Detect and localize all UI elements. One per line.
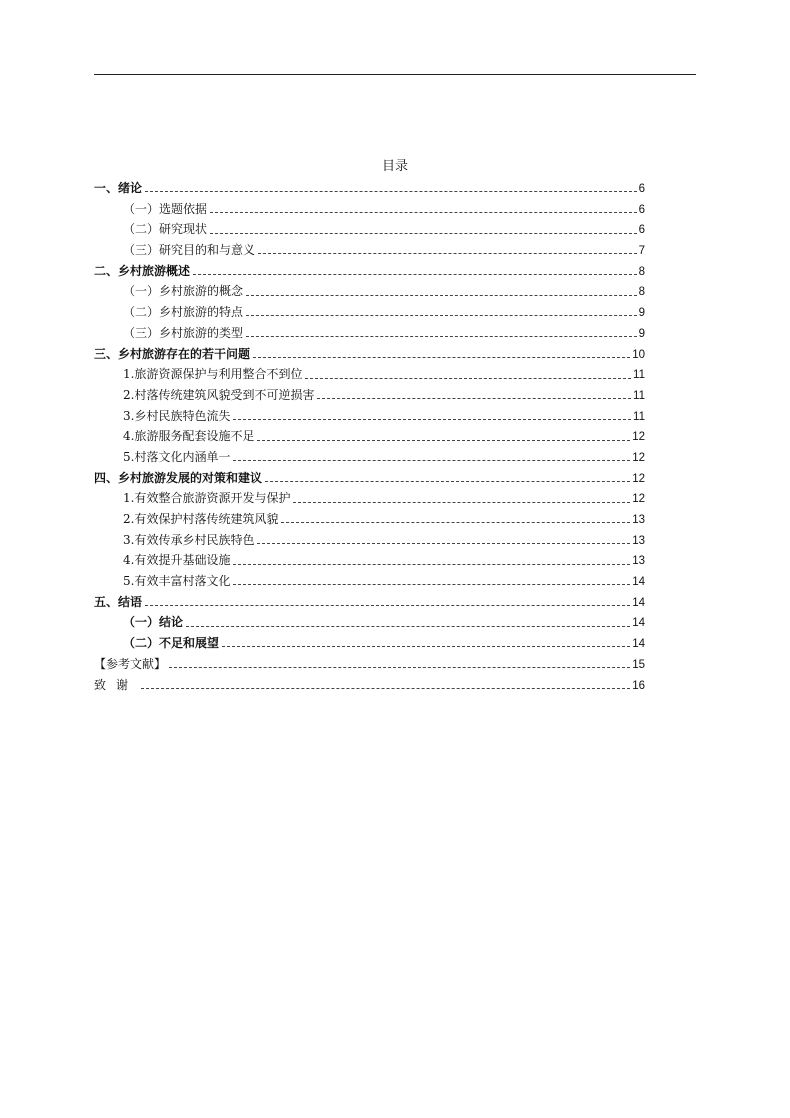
toc-entry-page-number: 15	[632, 658, 645, 671]
toc-dot-leader	[222, 637, 630, 647]
header-rule	[94, 74, 696, 75]
toc-dot-leader	[281, 513, 630, 523]
toc-entry[interactable]	[94, 406, 645, 427]
toc-entry-label: 2.村落传统建筑风貌受到不可逆损害	[123, 387, 315, 402]
toc-dot-leader	[193, 265, 637, 275]
toc-entry[interactable]	[94, 675, 645, 696]
toc-entry[interactable]	[94, 219, 645, 240]
toc-dot-leader	[257, 431, 630, 441]
toc-entry-page-number: 12	[632, 431, 645, 444]
toc-entry-label: （一）乡村旅游的概念	[123, 284, 244, 299]
toc-dot-leader	[246, 306, 637, 316]
toc-entry-label: 3.有效传承乡村民族特色	[123, 532, 255, 547]
toc-entry-label: 1.旅游资源保护与利用整合不到位	[123, 367, 303, 382]
toc-entry-page-number: 12	[632, 472, 645, 485]
toc-entry-label: （二）研究现状	[123, 222, 208, 237]
toc-entry-label: 3.乡村民族特色流失	[123, 408, 231, 423]
toc-entry[interactable]	[94, 261, 645, 282]
toc-dot-leader	[246, 327, 637, 337]
toc-entry-label: 5.村落文化内涵单一	[123, 449, 231, 464]
toc-entry[interactable]	[94, 488, 645, 509]
toc-entry-page-number: 13	[632, 555, 645, 568]
toc-dot-leader	[253, 348, 630, 358]
toc-entry-label: 二、乡村旅游概述	[94, 263, 191, 278]
toc-entry[interactable]	[94, 302, 645, 323]
toc-dot-leader	[145, 182, 637, 192]
toc-dot-leader	[233, 451, 630, 461]
toc-entry-page-number: 14	[632, 576, 645, 589]
toc-entry-page-number: 7	[638, 245, 645, 258]
toc-entry-label: 致谢	[94, 677, 139, 692]
toc-entry[interactable]	[94, 447, 645, 468]
toc-entry[interactable]	[94, 364, 645, 385]
toc-entry-page-number: 6	[638, 203, 645, 216]
toc-entry[interactable]	[94, 633, 645, 654]
toc-entry-page-number: 10	[632, 348, 645, 361]
toc-entry-label: （三）乡村旅游的类型	[123, 325, 244, 340]
toc-entry-page-number: 11	[633, 410, 645, 423]
toc-entry-label: 4.有效提升基础设施	[123, 553, 231, 568]
toc-entry-page-number: 12	[632, 493, 645, 506]
toc-entry-page-number: 14	[632, 638, 645, 651]
toc-entry-label: 【参考文献】	[94, 656, 167, 671]
toc-entry-label: 5.有效丰富村落文化	[123, 574, 231, 589]
toc-dot-leader	[246, 286, 637, 296]
toc-entry-page-number: 6	[638, 183, 645, 195]
toc-dot-leader	[210, 203, 637, 213]
toc-entry-label: （二）不足和展望	[123, 636, 220, 651]
toc-dot-leader	[233, 575, 630, 585]
toc-entry[interactable]	[94, 612, 645, 633]
toc-dot-leader	[317, 389, 631, 399]
table-of-contents	[94, 178, 645, 695]
toc-entry[interactable]	[94, 385, 645, 406]
toc-entry-label: 五、结语	[94, 594, 143, 609]
toc-entry[interactable]	[94, 281, 645, 302]
toc-entry[interactable]	[94, 426, 645, 447]
toc-entry[interactable]	[94, 344, 645, 365]
toc-entry-page-number: 8	[638, 265, 645, 278]
toc-entry[interactable]	[94, 468, 645, 489]
toc-dot-leader	[233, 410, 631, 420]
toc-dot-leader	[186, 617, 630, 627]
toc-entry[interactable]	[94, 323, 645, 344]
toc-entry-page-number: 14	[632, 596, 645, 609]
toc-entry-label: （二）乡村旅游的特点	[123, 305, 244, 320]
toc-entry-page-number: 9	[638, 327, 645, 340]
toc-entry-page-number: 8	[638, 286, 645, 299]
toc-entry-label: 四、乡村旅游发展的对策和建议	[94, 470, 263, 485]
toc-entry[interactable]	[94, 240, 645, 261]
toc-dot-leader	[257, 534, 630, 544]
toc-entry-label: 一、绪论	[94, 181, 143, 195]
toc-entry[interactable]	[94, 199, 645, 220]
toc-entry-page-number: 14	[632, 617, 645, 630]
toc-dot-leader	[210, 224, 637, 234]
toc-entry-page-number: 6	[638, 224, 645, 237]
toc-dot-leader	[141, 679, 630, 689]
toc-entry-page-number: 11	[633, 369, 645, 382]
toc-entry-label: 1.有效整合旅游资源开发与保护	[123, 491, 291, 506]
toc-entry-label: 2.有效保护村落传统建筑风貌	[123, 512, 279, 526]
toc-dot-leader	[145, 596, 630, 606]
toc-entry-label: 4.旅游服务配套设施不足	[123, 429, 255, 444]
toc-dot-leader	[305, 369, 631, 379]
toc-entry[interactable]	[94, 550, 645, 571]
toc-entry-page-number: 9	[638, 307, 645, 320]
toc-entry-page-number: 13	[632, 514, 645, 526]
toc-entry-page-number: 12	[632, 451, 645, 464]
toc-entry-label: （一）选题依据	[123, 201, 208, 216]
toc-dot-leader	[293, 493, 630, 503]
toc-entry[interactable]	[94, 654, 645, 675]
toc-dot-leader	[258, 244, 637, 254]
toc-entry[interactable]	[94, 592, 645, 613]
toc-entry-page-number: 13	[632, 534, 645, 547]
toc-entry[interactable]	[94, 530, 645, 551]
toc-entry-label: （一）结论	[123, 615, 184, 630]
toc-entry-page-number: 16	[632, 679, 645, 692]
toc-entry[interactable]	[94, 571, 645, 592]
toc-dot-leader	[233, 555, 630, 565]
toc-title: 目录	[381, 159, 408, 174]
toc-entry-label: （三）研究目的和与意义	[123, 243, 256, 258]
toc-dot-leader	[169, 658, 630, 668]
toc-dot-leader	[265, 472, 630, 482]
toc-entry[interactable]	[94, 509, 645, 530]
toc-entry[interactable]	[94, 178, 645, 199]
toc-entry-page-number: 11	[633, 389, 645, 402]
toc-entry-label: 三、乡村旅游存在的若干问题	[94, 346, 251, 361]
